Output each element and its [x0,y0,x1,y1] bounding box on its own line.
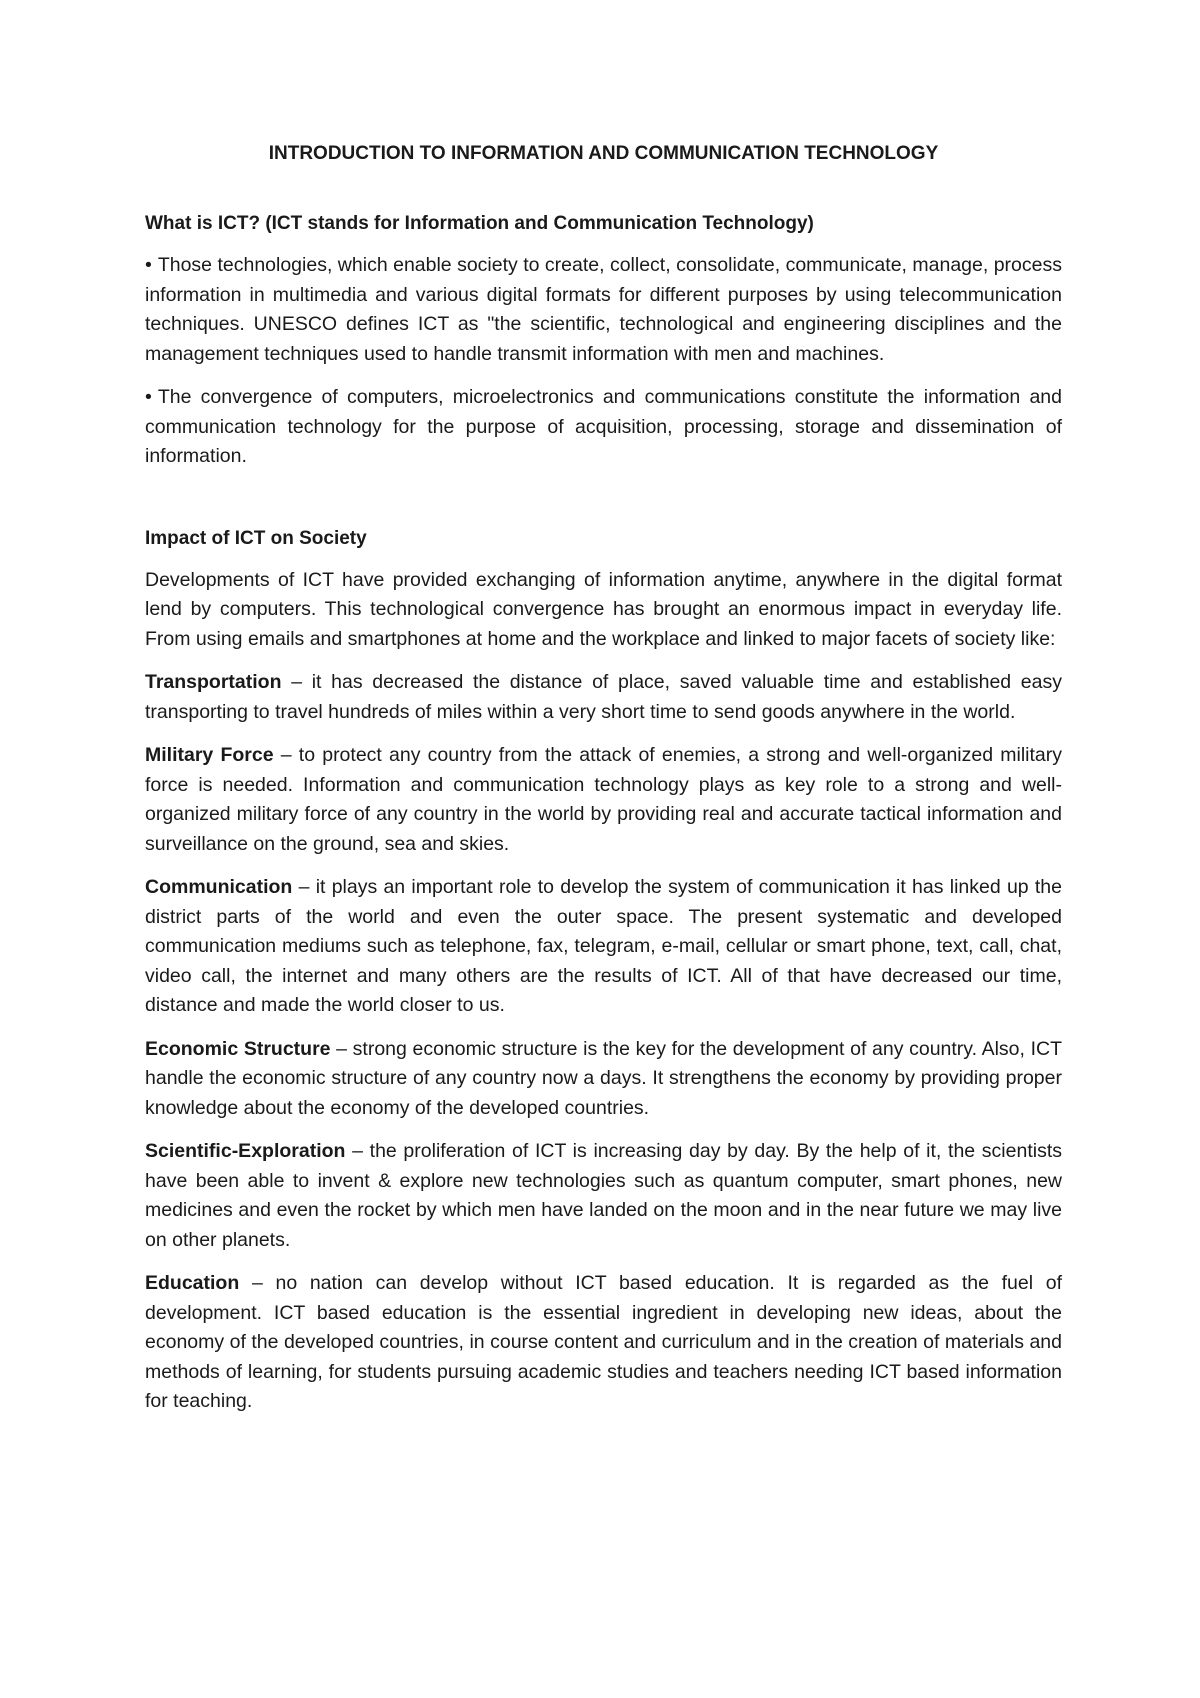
item-term: Scientific-Exploration [145,1140,346,1162]
item-text: – to protect any country from the attack of enemies, a strong and well-organized military force is needed. Information and communication technology plays as key role to a strong and well-organized military force of any country in the world by providing real and accurate tactical information and surveillance on the ground, sea and skies. [145,744,1062,855]
item-text: – no nation can develop without ICT based education. It is regarded as the fuel of development. ICT based education is the essential ingredient in developing new ideas, about the economy of the developed countries, in course content and curriculum and in the creation of materials and methods of learning, for students pursuing academic studies and teachers needing ICT based information for teaching. [145,1272,1062,1412]
bullet-paragraph [145,383,1062,472]
bullet-icon: • [145,386,152,408]
impact-item-economic-structure [145,1035,1062,1124]
item-text: – strong economic structure is the key for the development of any country. Also, ICT handle the economic structure of any country now a days. It strengthens the economy by providing proper knowledge about the economy of the developed countries. [145,1037,1063,1119]
document-title: INTRODUCTION TO INFORMATION AND COMMUNICATION TECHNOLOGY [268,143,939,164]
impact-intro-paragraph: Developments of ICT have provided exchanging of information anytime, anywhere in the digital format lend by computers. This technological convergence has brought an enormous impact in everyday life. From using emails and smartphones at home and the workplace and linked to major facets of society like: [145,568,1062,650]
item-text: – the proliferation of ICT is increasing day by day. By the help of it, the scientists have been able to invent & explore new technologies such as quantum computer, smart phones, new medicines and even the rocket by which men have landed on the moon and in the near future we may live on other planets. [145,1140,1062,1251]
bullet-paragraph [145,251,1062,369]
item-text: – it plays an important role to develop the system of communication it has linked up the district parts of the world and even the outer space. The present systematic and developed communication mediums such as telephone, fax, telegram, e-mail, cellular or smart phone, text, call, chat, video call, the internet and many others are the results of ICT. All of that have decreased our time, distance and made the world closer to us. [145,876,1062,1016]
item-term: Transportation [145,671,282,693]
impact-item-scientific-exploration [145,1137,1062,1255]
item-term: Economic Structure [145,1037,331,1060]
impact-item-education [145,1269,1062,1417]
item-term: Military Force [145,744,274,766]
impact-item-communication [145,873,1062,1021]
bullet-text: The convergence of computers, microelectronics and communications constitute the information and communication technology for the purpose of acquisition, processing, storage and dissemination of information. [145,386,1062,467]
impact-item-transportation [145,668,1062,727]
item-term: Communication [145,876,293,898]
section-spacer [145,486,1062,528]
section-heading-impact: Impact of ICT on Society [145,527,367,549]
impact-item-military-force [145,741,1062,859]
section-heading-what-is-ict: What is ICT? (ICT stands for Information and Communication Technology) [145,213,814,234]
item-text: – it has decreased the distance of place, saved valuable time and established easy transporting to travel hundreds of miles within a very short time to send goods anywhere in the world. [145,671,1062,723]
bullet-icon: • [145,254,152,276]
bullet-text: Those technologies, which enable society to create, collect, consolidate, communicate, manage, process information in multimedia and various digital formats for different purposes by using telecommunication techniques. UNESCO defines ICT as "the scientific, technological and engineering disciplines and the management techniques used to handle transmit information with men and machines. [145,254,1062,365]
item-term: Education [145,1272,240,1294]
